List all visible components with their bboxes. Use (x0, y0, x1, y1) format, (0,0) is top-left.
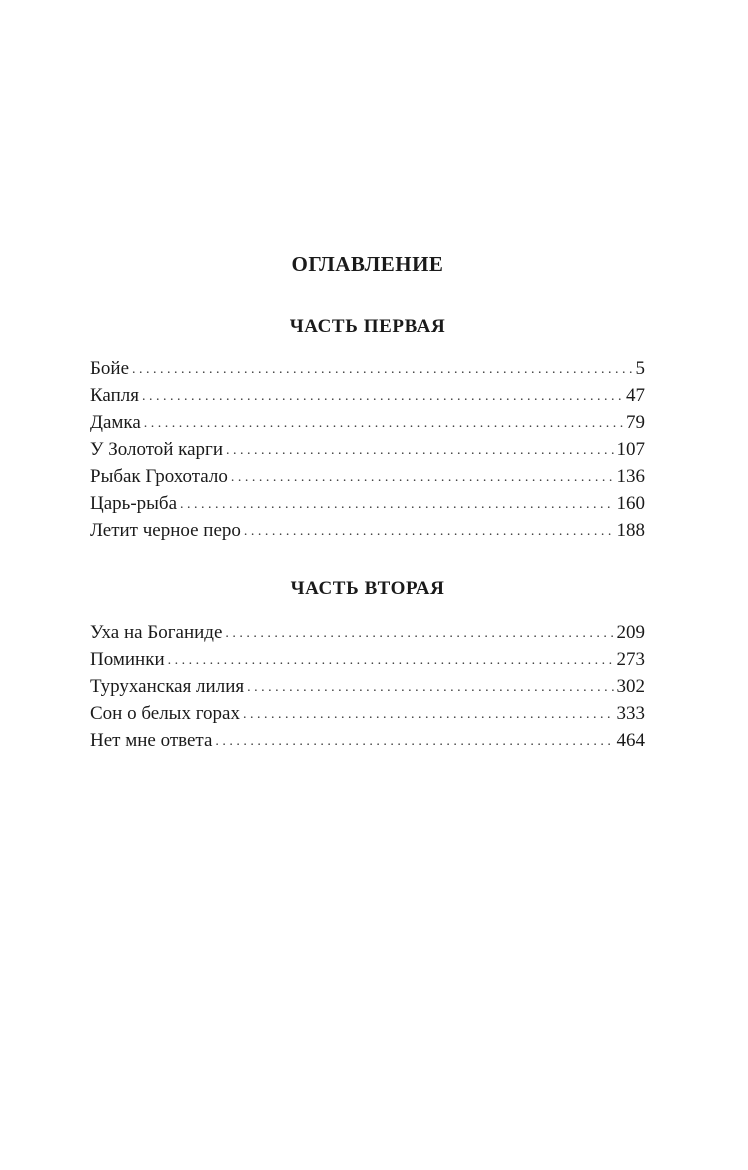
entry-page-number: 5 (635, 358, 645, 379)
entry-page-number: 209 (616, 622, 645, 643)
toc-entry[interactable] (90, 409, 645, 436)
entry-title: Капля (90, 385, 139, 406)
toc-entry[interactable] (90, 517, 645, 544)
toc-entry[interactable] (90, 673, 645, 700)
dot-leader (132, 356, 632, 383)
toc-entry[interactable] (90, 646, 645, 673)
entry-title: Уха на Боганиде (90, 622, 223, 643)
entry-title: Летит черное перо (90, 520, 241, 541)
toc-entry[interactable] (90, 727, 645, 754)
entry-page-number: 302 (616, 676, 645, 697)
dot-leader (168, 647, 614, 674)
entry-title: Рыбак Грохотало (90, 466, 228, 487)
entry-title: У Золотой карги (90, 439, 224, 460)
dot-leader (142, 383, 623, 410)
entry-page-number: 136 (616, 466, 645, 487)
entry-page-number: 160 (616, 493, 645, 514)
toc-entry[interactable] (90, 355, 645, 382)
entry-title: Бойе (90, 358, 130, 379)
entry-page-number: 273 (616, 649, 645, 670)
entry-title: Поминки (90, 649, 165, 670)
entry-page-number: 188 (616, 520, 645, 541)
part-2-entries (90, 619, 645, 754)
toc-entry[interactable] (90, 382, 645, 409)
toc-entry[interactable] (90, 463, 645, 490)
part-1-entries (90, 355, 645, 544)
dot-leader (215, 728, 613, 755)
entry-page-number: 107 (616, 439, 645, 460)
part-heading-1: ЧАСТЬ ПЕРВАЯ (289, 316, 446, 337)
dot-leader (144, 410, 623, 437)
toc-entry[interactable] (90, 619, 645, 646)
dot-leader (243, 701, 614, 728)
toc-entry[interactable] (90, 436, 645, 463)
toc-title: ОГЛАВЛЕНИЕ (291, 252, 444, 276)
entry-title: Дамка (90, 412, 141, 433)
entry-page-number: 47 (626, 385, 645, 406)
entry-page-number: 333 (616, 703, 645, 724)
dot-leader (231, 464, 614, 491)
toc-entry[interactable] (90, 490, 645, 517)
toc-entry[interactable] (90, 700, 645, 727)
entry-title: Сон о белых горах (90, 703, 240, 724)
entry-page-number: 79 (626, 412, 645, 433)
dot-leader (247, 674, 613, 701)
entry-title: Нет мне ответа (90, 730, 213, 751)
dot-leader (244, 518, 614, 545)
entry-title: Царь-рыба (90, 493, 178, 514)
dot-leader (226, 437, 613, 464)
part-heading-2: ЧАСТЬ ВТОРАЯ (290, 578, 445, 599)
entry-title: Туруханская лилия (90, 676, 245, 697)
entry-page-number: 464 (616, 730, 645, 751)
dot-leader (180, 491, 613, 518)
dot-leader (225, 620, 613, 647)
